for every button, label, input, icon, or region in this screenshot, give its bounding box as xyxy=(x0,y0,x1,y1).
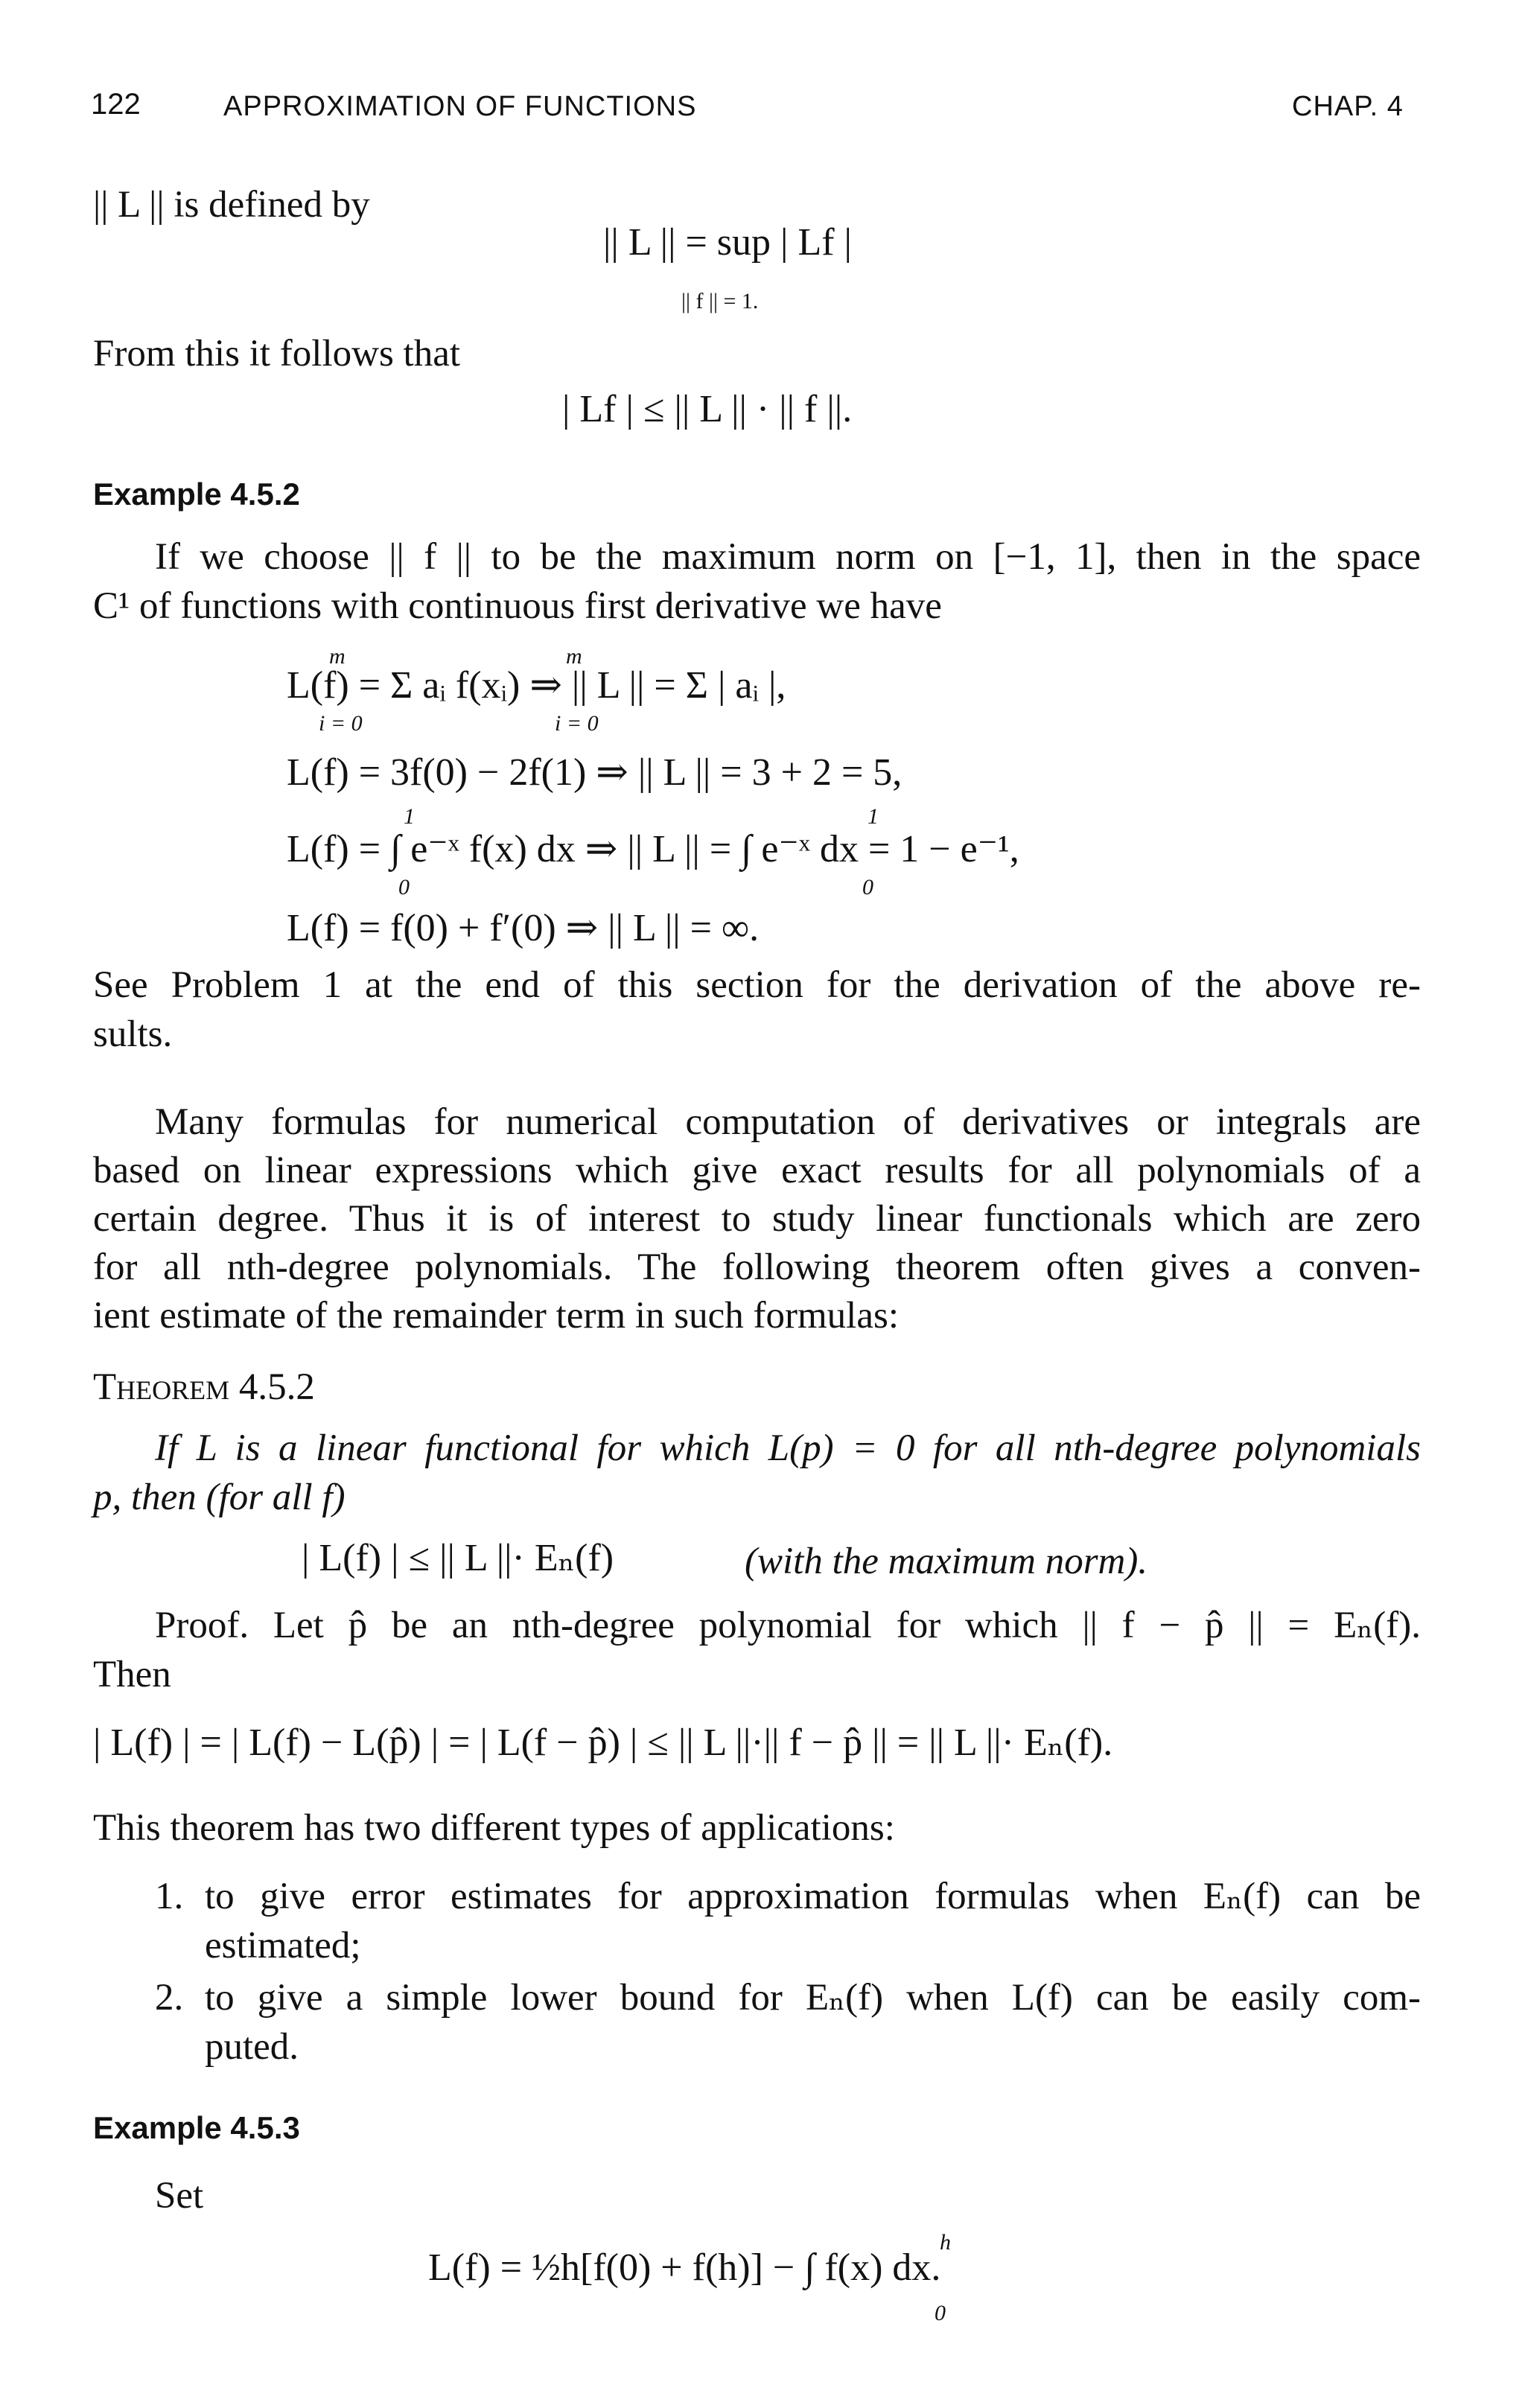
equation: L(f) = f(0) + f′(0) ⇒ || L || = ∞. xyxy=(287,907,760,949)
sum-upper-limit: m xyxy=(329,644,346,669)
paragraph-line: based on linear expressions which give exact results for all polynomials of a xyxy=(93,1150,1421,1191)
list-item-line: estimated; xyxy=(205,1925,361,1966)
follows-text: From this it follows that xyxy=(93,333,461,375)
example-heading: Example 4.5.2 xyxy=(93,477,300,512)
proof-line: Proof. Let p̂ be an nth-degree polynomial for which || f − p̂ || = Eₙ(f). xyxy=(155,1605,1421,1646)
integral-lower-limit: 0 xyxy=(935,2301,946,2325)
proof-line: Then xyxy=(93,1654,171,1695)
integral-upper-limit: h xyxy=(940,2230,951,2255)
integral-lower-limit: 0 xyxy=(862,875,873,899)
example-heading: Example 4.5.3 xyxy=(93,2110,300,2145)
norm-definition-condition: || f || = 1. xyxy=(681,289,759,313)
paragraph-line: for all nth-degree polynomials. The following theorem often gives a conven- xyxy=(93,1246,1421,1288)
paragraph-line: ient estimate of the remainder term in such formulas: xyxy=(93,1295,899,1337)
equation: L(f) = 3f(0) − 2f(1) ⇒ || L || = 3 + 2 = 5, xyxy=(287,751,902,794)
list-item-line: to give a simple lower bound for Eₙ(f) when L(f) can be easily com- xyxy=(205,1977,1421,2019)
theorem-equation-note: (with the maximum norm). xyxy=(745,1541,1148,1582)
theorem-heading: Theorem 4.5.2 xyxy=(93,1366,315,1408)
equation: L(f) = ∫ e⁻ˣ f(x) dx ⇒ || L || = ∫ e⁻ˣ dx = 1 − e⁻¹, xyxy=(287,828,1019,870)
page-number: 122 xyxy=(91,88,141,121)
running-title: APPROXIMATION OF FUNCTIONS xyxy=(223,91,697,122)
example-text-line: C¹ of functions with continuous first derivative we have xyxy=(93,585,942,627)
list-item-line: puted. xyxy=(205,2026,299,2068)
list-item-line: to give error estimates for approximation formulas when Eₙ(f) can be xyxy=(205,1876,1421,1917)
example-text-line: If we choose || f || to be the maximum norm on [−1, 1], then in the space xyxy=(155,536,1421,578)
sum-upper-limit: m xyxy=(566,644,582,669)
norm-definition-equation: || L || = sup | Lf | xyxy=(603,221,852,264)
note-line: See Problem 1 at the end of this section for the derivation of the above re- xyxy=(93,964,1421,1006)
theorem-statement-line: If L is a linear functional for which L(p) = 0 for all nth-degree polynomials xyxy=(155,1427,1421,1469)
applications-intro: This theorem has two different types of applications: xyxy=(93,1807,895,1849)
paragraph-line: certain degree. Thus it is of interest to study linear functionals which are zero xyxy=(93,1198,1421,1240)
equation: L(f) = Σ aᵢ f(xᵢ) ⇒ || L || = Σ | aᵢ |, xyxy=(287,664,786,707)
theorem-equation: | L(f) | ≤ || L ||· Eₙ(f) xyxy=(302,1537,614,1579)
list-number: 2. xyxy=(155,1977,184,2019)
paragraph-line: Many formulas for numerical computation of derivatives or integrals are xyxy=(155,1101,1421,1143)
norm-defined-text: || L || is defined by xyxy=(93,184,370,226)
example-equation: L(f) = ½h[f(0) + f(h)] − ∫ f(x) dx. xyxy=(428,2246,941,2289)
integral-upper-limit: 1 xyxy=(867,804,879,829)
sum-lower-limit: i = 0 xyxy=(555,711,599,736)
example-text: Set xyxy=(155,2175,204,2217)
note-line: sults. xyxy=(93,1013,173,1055)
proof-equation: | L(f) | = | L(f) − L(p̂) | = | L(f − p̂) | ≤ || L ||·|| f − p̂ || = || L ||· Eₙ(f). xyxy=(93,1721,1113,1764)
list-number: 1. xyxy=(155,1876,184,1917)
chapter-label: CHAP. 4 xyxy=(1292,91,1404,122)
bound-equation: | Lf | ≤ || L || · || f ||. xyxy=(562,388,853,430)
integral-lower-limit: 0 xyxy=(398,875,410,899)
integral-upper-limit: 1 xyxy=(404,804,415,829)
sum-lower-limit: i = 0 xyxy=(319,711,363,736)
theorem-statement-line: p, then (for all f) xyxy=(93,1477,346,1518)
